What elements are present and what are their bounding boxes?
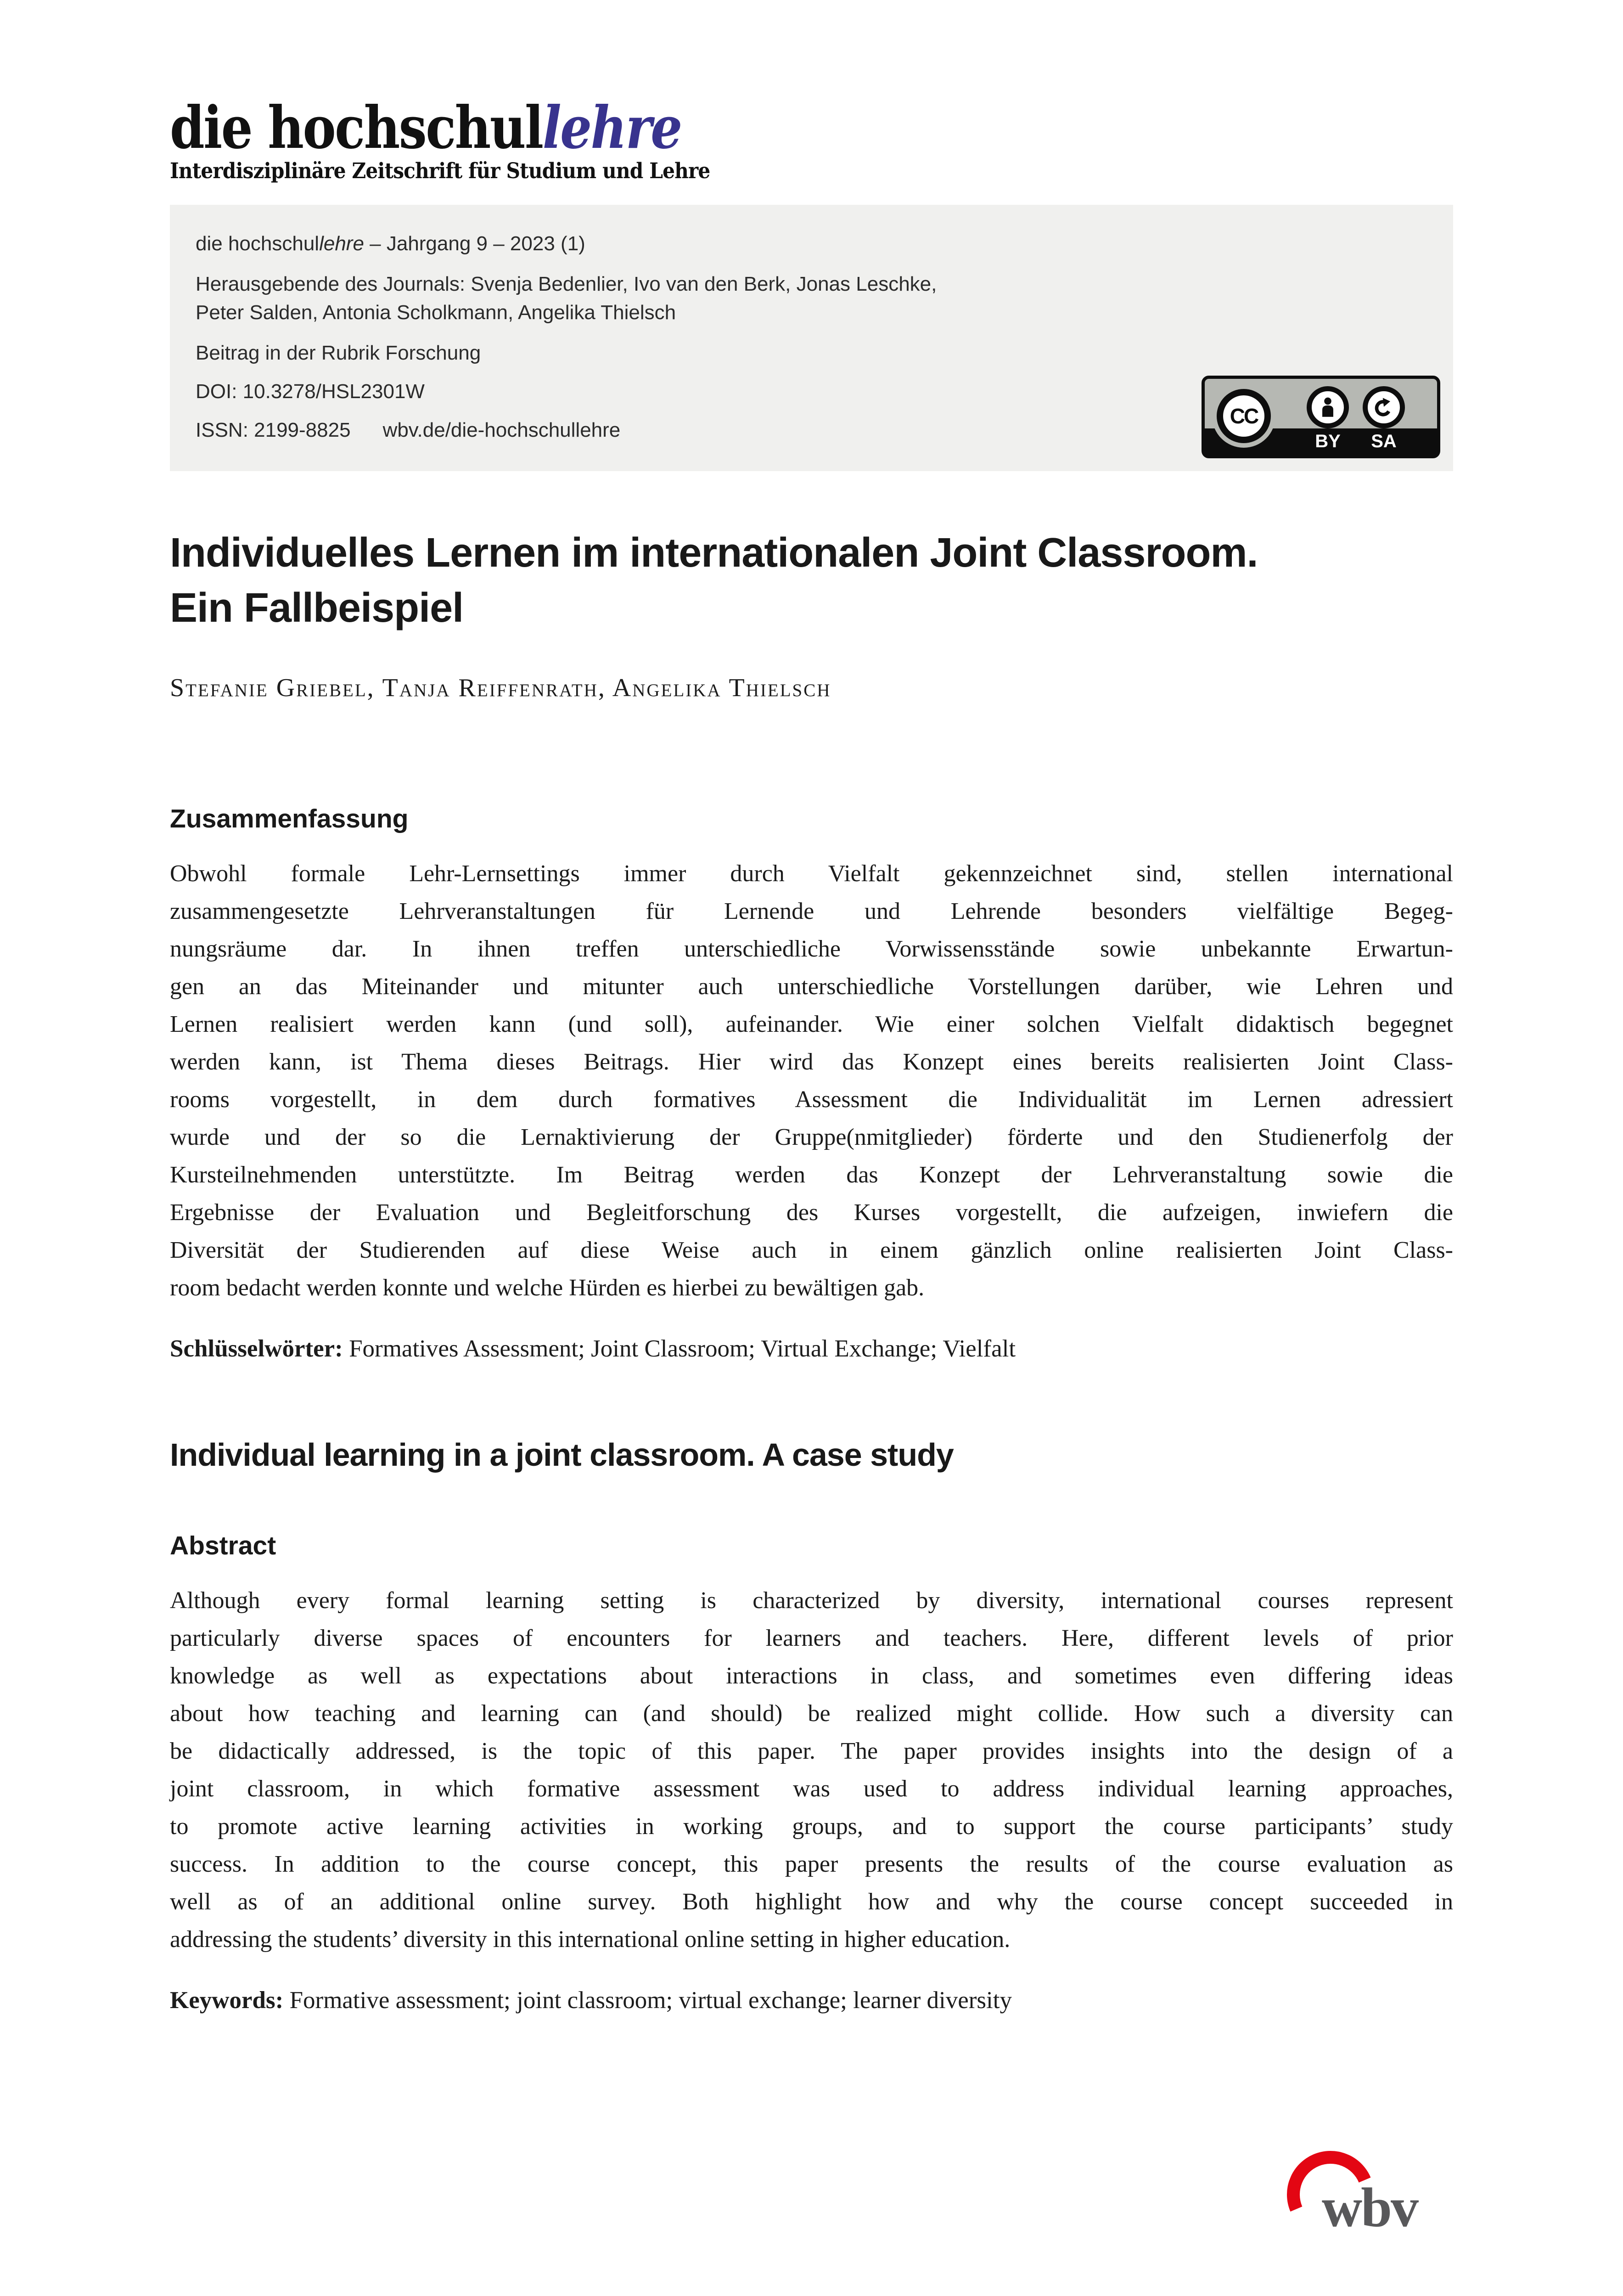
- cc-by-label: BY: [1315, 431, 1341, 451]
- text-line: particularly diverse spaces of encounters for learners and teachers. Here, different levels of prior: [170, 1625, 1453, 1651]
- journal-info-box: [170, 205, 1453, 471]
- logo-wordmark: [170, 94, 1274, 162]
- text-line: rooms vorgestellt, in dem durch formatives Assessment die Individualität im Lernen adressiert: [170, 1086, 1453, 1113]
- text-line: be didactically addressed, is the topic of this paper. The paper provides insights into the design of a: [170, 1738, 1453, 1764]
- section-heading-abstract: Abstract: [170, 1531, 276, 1560]
- text-line: knowledge as well as expectations about interactions in class, and sometimes even differing ideas: [170, 1663, 1453, 1689]
- text-line: Although every formal learning setting is characterized by diversity, international courses represent: [170, 1587, 1453, 1614]
- text-line: Kursteilnehmenden unterstützte. Im Beitrag werden das Konzept der Lehrveranstaltung sowie die: [170, 1162, 1453, 1188]
- article-title: [170, 525, 1453, 636]
- editors-line-1: Herausgebende des Journals: Svenja Bedenlier, Ivo van den Berk, Jonas Leschke,: [196, 273, 937, 295]
- circular-arrow-icon: [1371, 395, 1396, 420]
- wbv-name: wbv: [1322, 2177, 1417, 2239]
- logo-wordmark-prefix: die hochschul: [170, 94, 543, 162]
- journal-issue-prefix: die hochschul: [196, 232, 320, 255]
- abstract-en: [170, 1582, 1453, 1958]
- text-line: werden kann, ist Thema dieses Beitrags. Hier wird das Konzept eines bereits realisierten Joint Class-: [170, 1049, 1453, 1075]
- keywords-en: [170, 1982, 1453, 2018]
- cc-icon-letters: CC: [1230, 404, 1258, 428]
- journal-url[interactable]: wbv.de/die-hochschullehre: [382, 419, 621, 441]
- english-title: Individual learning in a joint classroom. A case study: [170, 1437, 954, 1473]
- editors-line-2: Peter Salden, Antonia Scholkmann, Angelika Thielsch: [196, 301, 676, 324]
- rubric-line: Beitrag in der Rubrik Forschung: [196, 342, 481, 364]
- doi-line: DOI: 10.3278/HSL2301W: [196, 380, 425, 403]
- article-authors: Stefanie Griebel, Tanja Reiffenrath, Angelika Thielsch: [170, 674, 831, 702]
- journal-issue-accent: lehre: [319, 232, 364, 255]
- abstract-de: [170, 855, 1453, 1307]
- text-line: gen an das Miteinander und mitunter auch unterschiedliche Vorstellungen darüber, wie Lehren und: [170, 974, 1453, 1000]
- section-heading-zusammenfassung: Zusammenfassung: [170, 804, 409, 833]
- text-line: room bedacht werden konnte und welche Hürden es hierbei zu bewältigen gab.: [170, 1275, 925, 1301]
- issn-value: ISSN: 2199-8825: [196, 419, 351, 441]
- text-line: joint classroom, in which formative assessment was used to address individual learning approaches,: [170, 1776, 1453, 1802]
- cc-sa-label: SA: [1371, 431, 1397, 451]
- person-icon: [1316, 395, 1340, 419]
- by-person-icon: [1307, 386, 1349, 428]
- text-line: wurde und der so die Lernaktivierung der Gruppe(nmitglieder) förderte und den Studienerfolg der: [170, 1124, 1453, 1150]
- journal-issue-line: [196, 231, 1426, 256]
- text-line: Diversität der Studierenden auf diese Weise auch in einem gänzlich online realisierten Joint Class-: [170, 1237, 1453, 1263]
- text-line: nungsräume dar. In ihnen treffen unterschiedliche Vorwissensstände sowie unbekannte Erwartun-: [170, 936, 1453, 962]
- wbv-logo: [1283, 2145, 1467, 2274]
- logo-subtitle: Interdisziplinäre Zeitschrift für Studium und Lehre: [170, 158, 710, 184]
- text-line: Lernen realisiert werden kann (und soll), aufeinander. Wie einer solchen Vielfalt didaktisch begegnet: [170, 1011, 1453, 1037]
- article-title-line1: Individuelles Lernen im internationalen Joint Classroom.: [170, 530, 1258, 576]
- keywords-en-label: Keywords:: [170, 1987, 284, 2014]
- text-line: zusammengesetzte Lehrveranstaltungen für Lernende und Lehrende besonders vielfältige Begeg-: [170, 898, 1453, 924]
- text-line: to promote active learning activities in working groups, and to support the course participants’ study: [170, 1813, 1453, 1840]
- article-title-line2: Ein Fallbeispiel: [170, 585, 464, 631]
- text-line: about how teaching and learning can (and should) be realized might collide. How such a diversity can: [170, 1700, 1453, 1727]
- journal-logo: [170, 94, 1453, 184]
- sa-arrow-icon: [1363, 386, 1405, 428]
- logo-wordmark-accent: lehre: [542, 94, 681, 162]
- cc-icon: [1217, 389, 1271, 443]
- text-line: addressing the students’ diversity in this international online setting in higher education.: [170, 1926, 1011, 1953]
- text-line: success. In addition to the course concept, this paper presents the results of the course evaluation as: [170, 1851, 1453, 1877]
- journal-issue-rest: – Jahrgang 9 – 2023 (1): [364, 232, 585, 255]
- keywords-en-value: Formative assessment; joint classroom; virtual exchange; learner diversity: [283, 1987, 1012, 2014]
- text-line: well as of an additional online survey. Both highlight how and why the course concept succeeded in: [170, 1889, 1453, 1915]
- keywords-de: [170, 1331, 1453, 1367]
- cc-license-badge[interactable]: [1202, 376, 1440, 458]
- keywords-de-value: Formatives Assessment; Joint Classroom; Virtual Exchange; Vielfalt: [343, 1335, 1016, 1362]
- text-line: Obwohl formale Lehr-Lernsettings immer durch Vielfalt gekennzeichnet sind, stellen international: [170, 861, 1453, 887]
- keywords-de-label: Schlüsselwörter:: [170, 1335, 343, 1362]
- text-line: Ergebnisse der Evaluation und Begleitforschung des Kurses vorgestellt, die aufzeigen, inwiefern die: [170, 1199, 1453, 1226]
